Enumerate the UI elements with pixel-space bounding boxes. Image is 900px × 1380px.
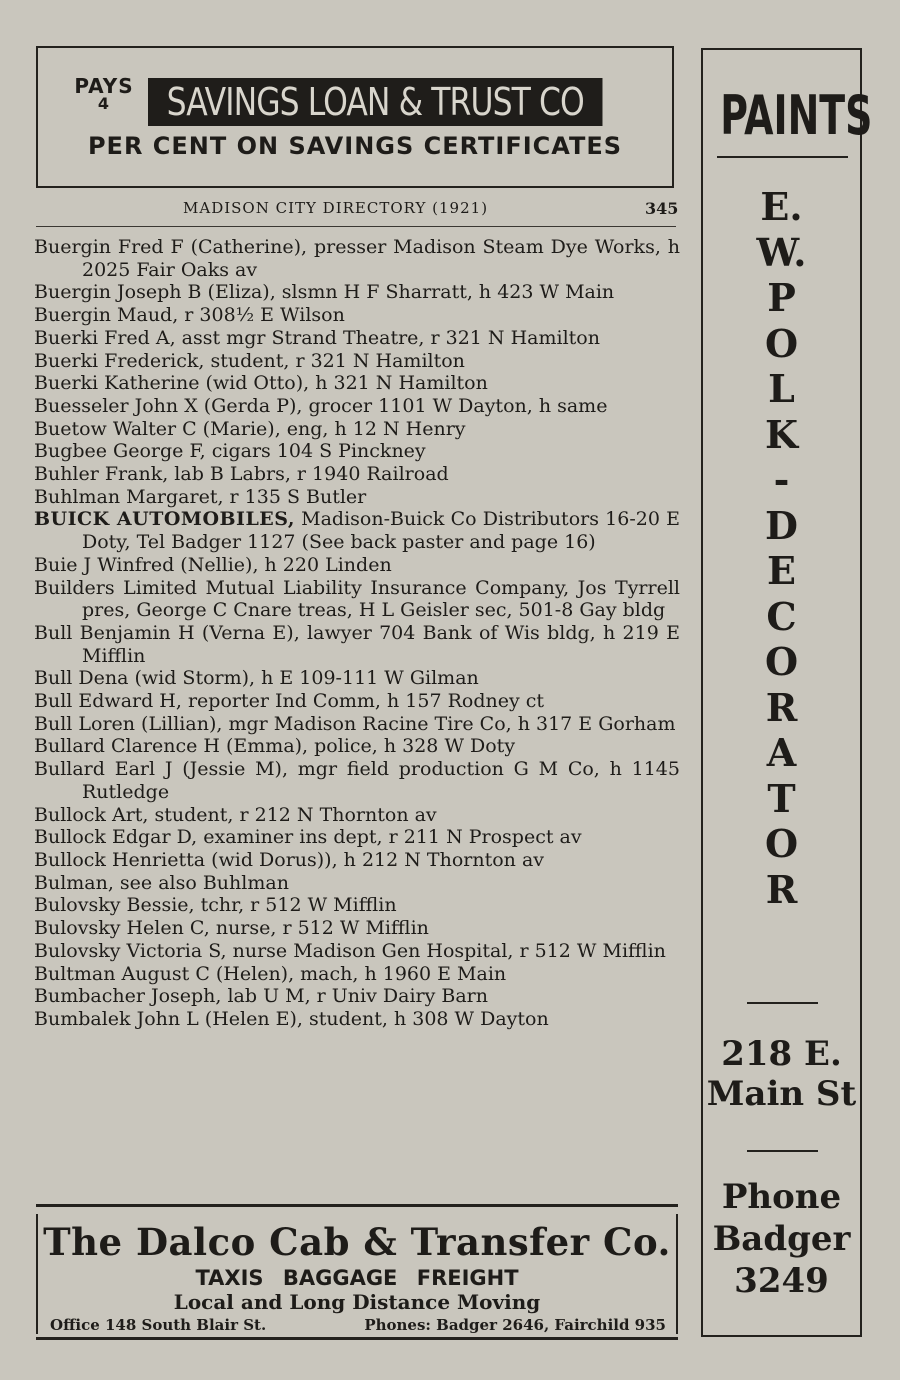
entry-text: Buergin Joseph B (Eliza), slsmn H F Sharratt, h 423 W Main [34,281,615,304]
pays-label [64,76,144,112]
directory-entry [34,418,680,441]
side-letter: T [767,775,796,821]
dalco-ad-frame [36,1214,678,1334]
directory-entry [34,486,680,509]
directory-entry [34,508,680,553]
side-letter: A [766,730,797,775]
side-letter: D [765,502,798,548]
entry-text: Buetow Walter C (Marie), eng, h 12 N Henry [34,417,466,440]
directory-entry [34,350,680,373]
directory-entry [34,622,680,667]
directory-entry [34,1008,680,1031]
side-letter: E [767,548,796,593]
phone-line-2: Badger [712,1219,851,1259]
directory-entry [34,463,680,486]
entry-text: Bullard Clarence H (Emma), police, h 328 W Doty [34,735,516,758]
side-letter: L [768,366,795,411]
dalco-phones: Phones: Badger 2646, Fairchild 935 [364,1316,666,1334]
directory-entry [34,917,680,940]
side-letter: C [766,593,797,639]
side-rule-top [717,156,848,158]
entry-text: Buergin Fred F (Catherine), presser Madison Steam Dye Works, h 2025 Fair Oaks av [34,236,680,281]
side-letter: R [765,866,798,912]
side-letter: - [773,457,790,502]
entry-text: Bultman August C (Helen), mach, h 1960 E Main [34,962,507,985]
side-letter: O [764,821,799,866]
side-letter: O [764,639,799,684]
savings-tagline: PER CENT ON SAVINGS CERTIFICATES [87,132,623,160]
directory-entry [34,577,680,622]
directory-entry [34,758,680,803]
entry-text: Bull Loren (Lillian), mgr Madison Racine Tire Co, h 317 E Gorham [34,712,676,735]
phone-line-3: 3249 [734,1261,829,1301]
directory-entry [34,236,680,281]
address-line-2: Main St [706,1074,857,1114]
directory-entry [34,985,680,1008]
side-rule-bottom [747,1150,818,1152]
directory-entry [34,281,680,304]
directory-entry [34,440,680,463]
dalco-services: TAXIS BAGGAGE FREIGHT [195,1266,519,1290]
polk-decorator-ad [701,48,873,1337]
entry-text: Bulovsky Bessie, tchr, r 512 W Mifflin [34,894,397,917]
entry-text: Bugbee George F, cigars 104 S Pinckney [34,440,426,463]
side-letter: O [764,320,799,366]
side-letter: R [765,684,798,730]
entry-text: Buergin Maud, r 308½ E Wilson [34,304,345,327]
dalco-moving: Local and Long Distance Moving [173,1290,541,1314]
side-letter: E. [760,184,803,229]
entry-text: Buhlman Margaret, r 135 S Butler [34,485,367,508]
dalco-cab-ad [36,1204,678,1340]
directory-entry [34,713,680,736]
entry-text: Buesseler John X (Gerda P), grocer 1101 W Dayton, h same [34,394,608,417]
directory-entry [34,554,680,577]
entry-text: Buie J Winfred (Nellie), h 220 Linden [34,553,392,576]
side-letter: W. [756,229,807,275]
side-letter: P [767,275,796,320]
entry-text: Bumbacher Joseph, lab U M, r Univ Dairy Barn [34,985,488,1008]
savings-loan-ad [36,46,674,188]
entry-text: Bull Dena (wid Storm), h E 109-111 W Gilman [34,667,479,690]
directory-entry [34,849,680,872]
entry-text: Bullard Earl J (Jessie M), mgr field production G M Co, h 1145 Rutledge [34,758,680,803]
entry-text: Buerki Frederick, student, r 321 N Hamilton [34,349,465,372]
side-phone [703,1176,860,1302]
directory-entry [34,894,680,917]
side-address [703,1034,860,1114]
dalco-company-name: The Dalco Cab & Transfer Co. [43,1220,671,1264]
directory-entry [34,304,680,327]
entry-text: Bulman, see also Buhlman [34,871,289,894]
dalco-office: Office 148 South Blair St. [50,1316,267,1334]
running-head: MADISON CITY DIRECTORY (1921) [183,199,489,217]
entry-text: Bumbalek John L (Helen E), student, h 308 W Dayton [34,1007,549,1030]
directory-entry [34,735,680,758]
header-rule [36,226,676,227]
entry-bold-heading: BUICK AUTOMOBILES, [34,508,295,531]
directory-entry [34,804,680,827]
entry-text: Bullock Henrietta (wid Dorus)), h 212 N Thornton av [34,848,545,871]
directory-entry [34,690,680,713]
directory-entry [34,395,680,418]
pays-text: PAYS [74,74,134,98]
page-number: 345 [645,199,679,218]
entry-text: Bulovsky Helen C, nurse, r 512 W Mifflin [34,917,429,940]
directory-entry [34,667,680,690]
address-line-1: 218 E. [721,1034,842,1074]
entry-text: Buhler Frank, lab B Labrs, r 1940 Railroad [34,463,449,486]
savings-company-banner: SAVINGS LOAN & TRUST CO [148,78,602,126]
entry-text: Bull Edward H, reporter Ind Comm, h 157 Rodney ct [34,690,545,713]
directory-entry [34,372,680,395]
pays-number: 4 [97,94,111,113]
entry-text: Bull Benjamin H (Verna E), lawyer 704 Bank of Wis bldg, h 219 E Mifflin [34,621,680,667]
paints-heading: PAINTS [720,84,873,147]
entry-text: Bullock Edgar D, examiner ins dept, r 211 N Prospect av [34,826,582,849]
entry-text: Builders Limited Mutual Liability Insurance Company, Jos Tyrrell pres, George C Cnare treas, H L Geisler sec, 501-8 Gay bldg [34,576,680,622]
directory-entry [34,963,680,986]
side-vertical-letters [703,184,860,912]
entry-text: Bulovsky Victoria S, nurse Madison Gen Hospital, r 512 W Mifflin [34,939,666,962]
directory-entry [34,872,680,895]
entry-text: Madison-Buick Co Distributors 16-20 E Doty, Tel Badger 1127 (See back paster and page 16) [82,508,680,554]
directory-listing [34,236,680,1031]
side-rule-middle [747,1002,818,1004]
directory-entry [34,826,680,849]
phone-line-1: Phone [721,1177,842,1217]
directory-entry [34,940,680,963]
directory-entry [34,327,680,350]
entry-text: Buerki Fred A, asst mgr Strand Theatre, r 321 N Hamilton [34,326,600,349]
entry-text: Buerki Katherine (wid Otto), h 321 N Hamilton [34,372,488,395]
entry-text: Bullock Art, student, r 212 N Thornton av [34,803,437,826]
side-letter: K [764,411,799,457]
